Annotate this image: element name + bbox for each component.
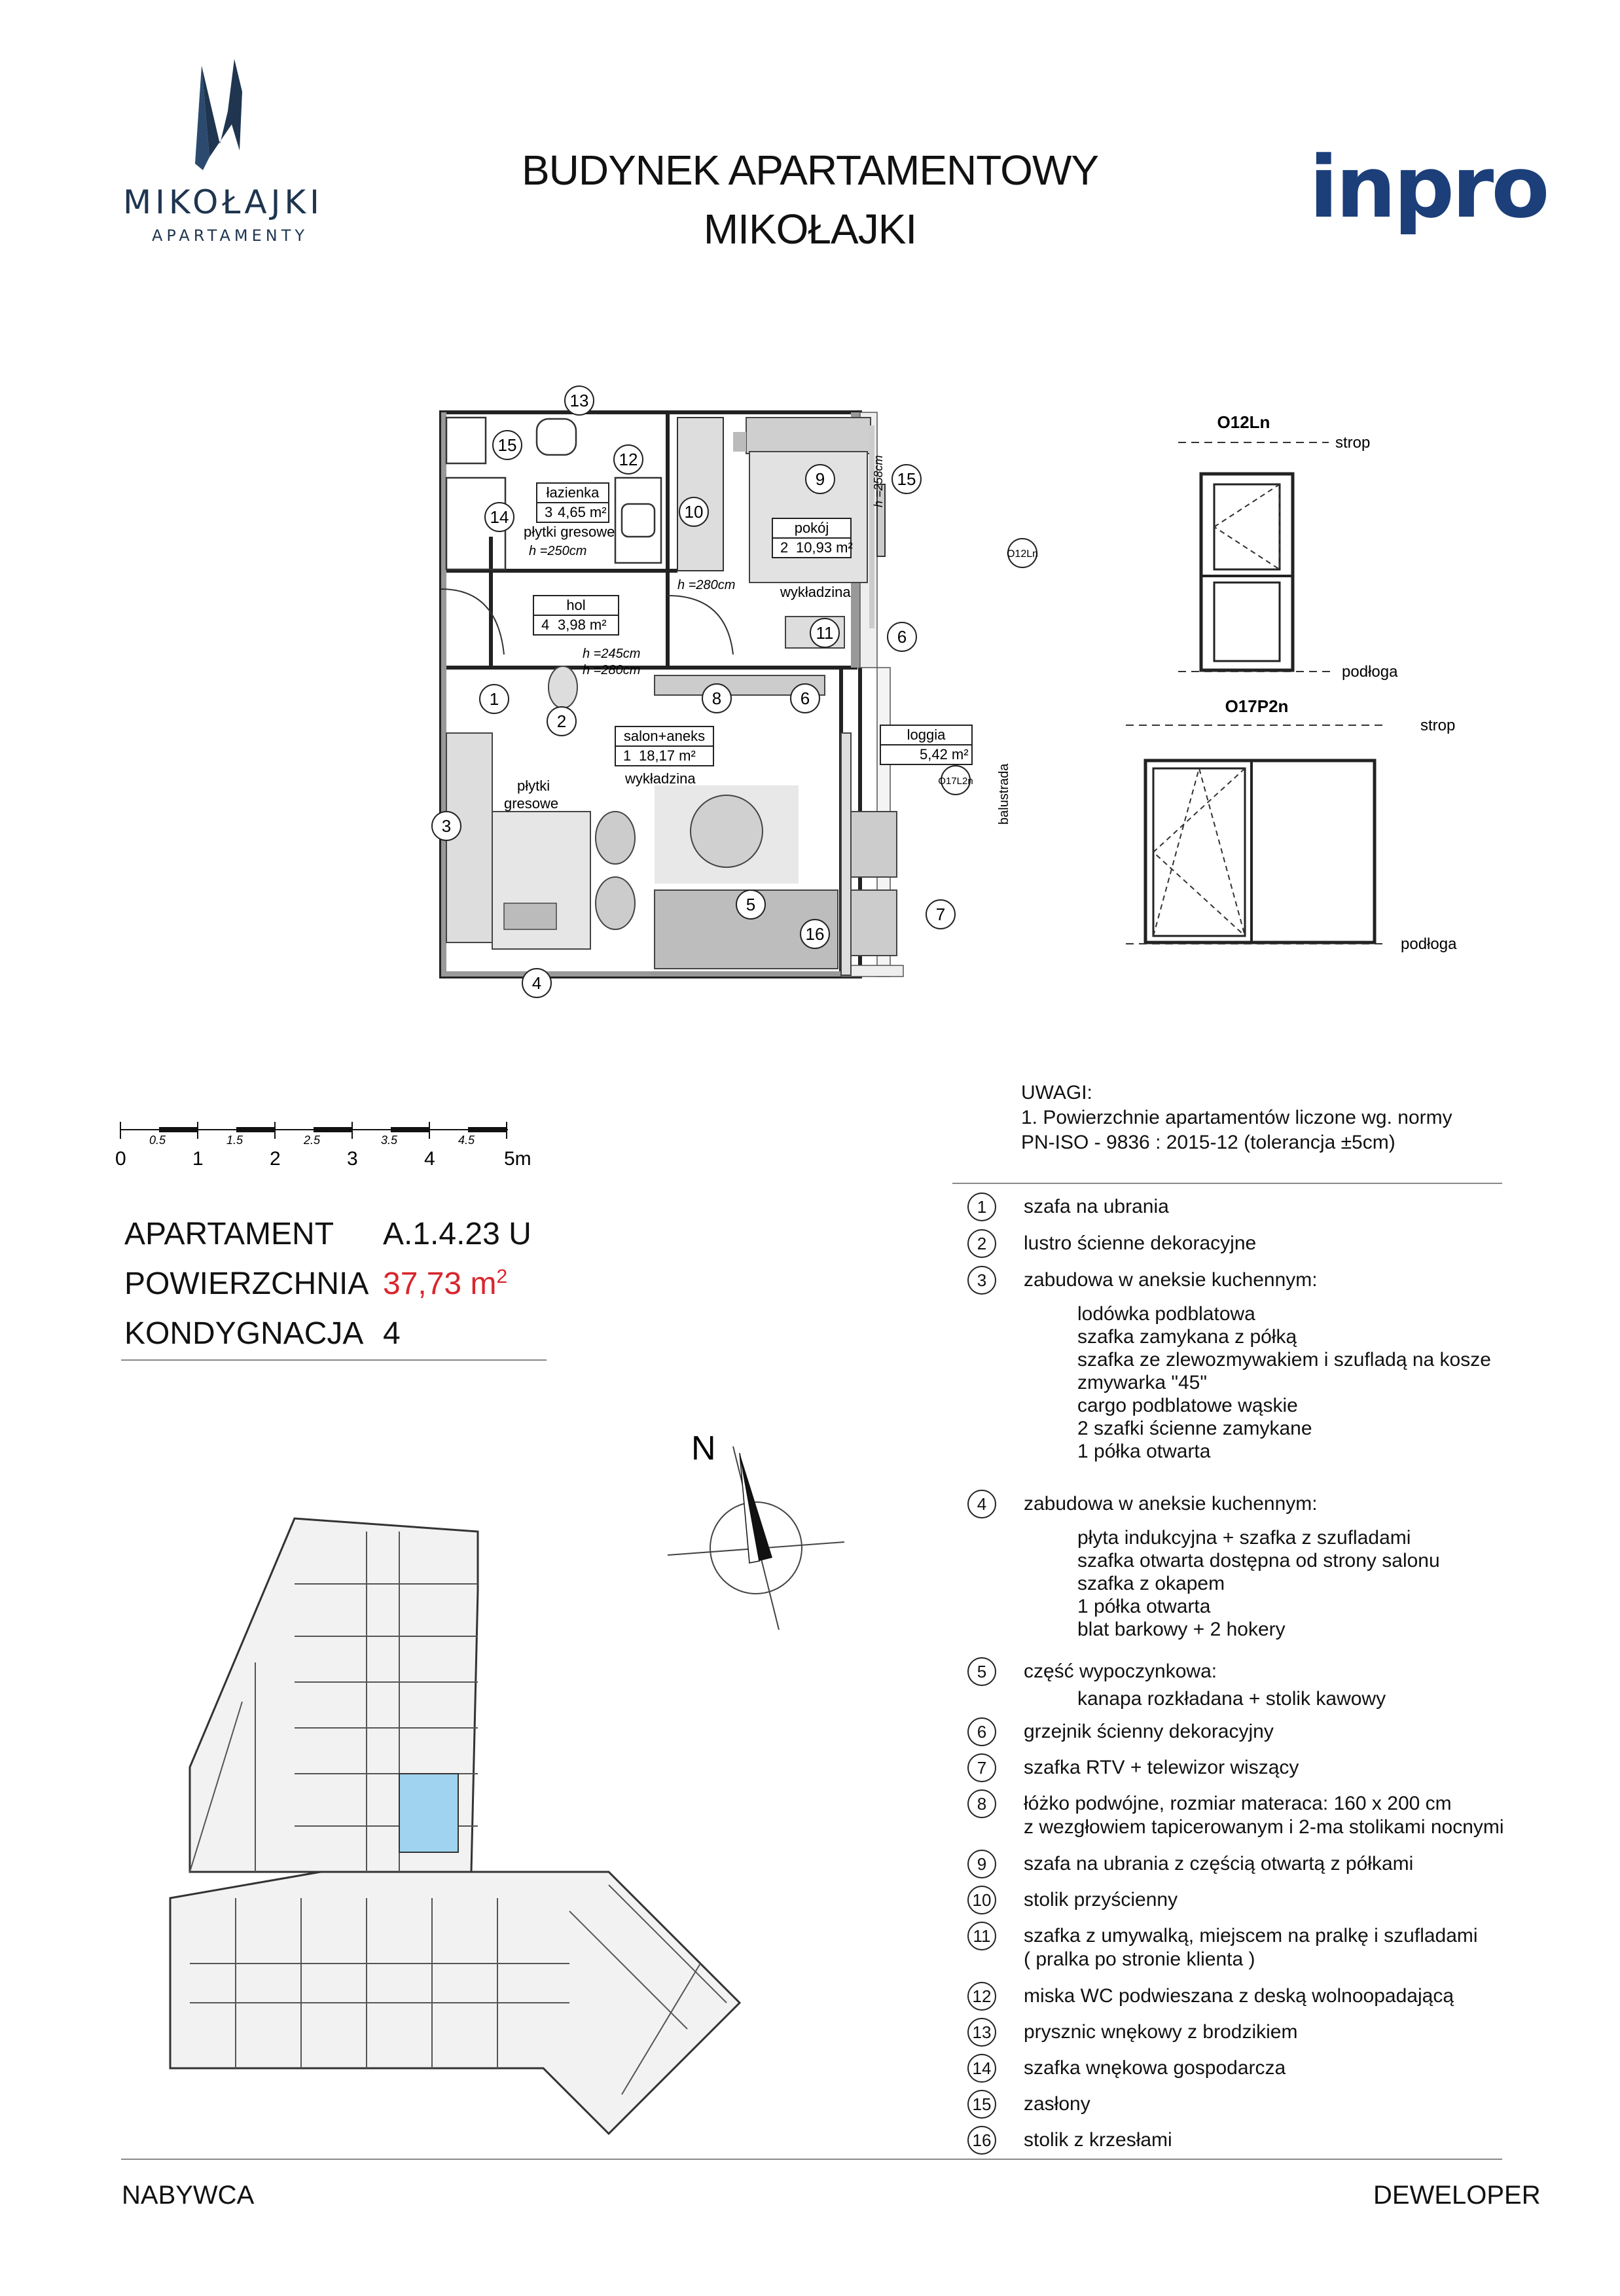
room-name-bath: łazienka xyxy=(546,484,600,501)
room-name-pokoj: pokój xyxy=(794,520,829,536)
legend-sub-3-3: zmywarka "45" xyxy=(1077,1372,1208,1393)
logo-inpro: inpro xyxy=(1309,137,1547,237)
window-elevations xyxy=(1113,406,1532,969)
window-tag-1: O12Ln xyxy=(1006,548,1039,560)
legend-sub-4-1: szafka otwarta dostępna od strony salonu xyxy=(1077,1550,1440,1571)
floor-kitchen-1: płytki xyxy=(517,778,550,794)
height-hol: h =280cm xyxy=(677,578,736,592)
legend-sub-4-3: 1 półka otwarta xyxy=(1077,1596,1211,1617)
site-plan xyxy=(151,1505,779,2160)
scale-major-3: 3 xyxy=(347,1148,358,1170)
legend-num-11: 11 xyxy=(967,1922,996,1950)
scale-minor-0: 0.5 xyxy=(149,1134,166,1147)
floor-label: KONDYGNACJA xyxy=(124,1316,364,1351)
marker-8: 9 xyxy=(815,469,825,489)
marker-12: 13 xyxy=(569,391,589,410)
room-area-pokoj: 10,93 m² xyxy=(796,539,853,556)
compass-label: N xyxy=(691,1429,716,1467)
legend-sub-4-0: płyta indukcyjna + szafka z szufladami xyxy=(1077,1527,1411,1549)
notes-divider xyxy=(952,1183,1502,1184)
window-2-bottom: podłoga xyxy=(1401,935,1457,953)
floor-salon: wykładzina xyxy=(625,770,696,787)
notes-title: UWAGI: xyxy=(1021,1082,1092,1103)
height-258: h =258cm xyxy=(872,455,885,507)
legend-sub-3-6: 1 półka otwarta xyxy=(1077,1441,1211,1462)
legend-num-13: 13 xyxy=(967,2018,996,2047)
footer-divider xyxy=(121,2159,1502,2160)
notes-line2: PN-ISO - 9836 : 2015-12 (tolerancja ±5cm) xyxy=(1021,1132,1395,1153)
room-area-bath: 4,65 m² xyxy=(558,504,607,520)
legend-sub-11-0: ( pralka po stronie klienta ) xyxy=(1024,1948,1255,1970)
legend-num-3: 3 xyxy=(967,1266,996,1295)
notes-line1: 1. Powierzchnie apartamentów liczone wg. normy xyxy=(1021,1107,1452,1128)
marker-6b: 6 xyxy=(800,689,810,708)
area-value-wrap xyxy=(383,1266,507,1302)
mirror-2 xyxy=(549,666,577,708)
legend-sub-3-2: szafka ze zlewozmywakiem i szufladą na kosze xyxy=(1077,1349,1491,1371)
height-245: h =245cm xyxy=(583,647,641,661)
scale-minor-1: 1.5 xyxy=(226,1134,243,1147)
legend-sub-3-1: szafka zamykana z półką xyxy=(1077,1326,1297,1348)
kitchen xyxy=(446,733,635,949)
legend-sub-8-0: z wezgłowiem tapicerowanym i 2-ma stolikami nocnymi xyxy=(1024,1816,1504,1838)
window-1-top: strop xyxy=(1335,434,1371,452)
window-1-title: O12Ln xyxy=(1217,412,1270,432)
marker-10: 11 xyxy=(816,623,834,643)
floor-pokoj: wykładzina xyxy=(780,584,851,600)
legend-num-14: 14 xyxy=(967,2054,996,2083)
legend-num-15: 15 xyxy=(967,2090,996,2119)
height-bath: h =250cm xyxy=(529,544,587,558)
legend-num-7: 7 xyxy=(967,1753,996,1782)
scale-major-2: 2 xyxy=(270,1148,281,1170)
apartment-label: APARTAMENT xyxy=(124,1217,334,1251)
marker-13: 14 xyxy=(490,507,509,527)
area-value: 37,73 m xyxy=(383,1266,497,1301)
scale-major-0: 0 xyxy=(115,1148,126,1170)
legend-text-4: zabudowa w aneksie kuchennym: xyxy=(1024,1493,1318,1515)
legend-num-1: 1 xyxy=(967,1193,996,1221)
room-num-salon: 1 xyxy=(623,747,632,764)
legend-sub-3-4: cargo podblatowe wąskie xyxy=(1077,1395,1298,1416)
marker-15b: 16 xyxy=(805,924,825,944)
floor-value: 4 xyxy=(383,1316,401,1351)
marker-5: 5 xyxy=(746,895,756,914)
marker-7: 8 xyxy=(711,689,722,708)
scale-minor-2: 2.5 xyxy=(304,1134,321,1147)
marker-6a: 6 xyxy=(897,627,907,647)
legend-text-11: szafka z umywalką, miejscem na pralkę i szufladami xyxy=(1024,1925,1478,1946)
legend-num-16: 16 xyxy=(967,2126,996,2155)
window-2-frame xyxy=(1145,761,1375,942)
footer-buyer: NABYWCA xyxy=(122,2181,255,2210)
marker-16: 7 xyxy=(935,905,946,924)
legend-text-3: zabudowa w aneksie kuchennym: xyxy=(1024,1269,1318,1291)
legend-text-13: prysznic wnękowy z brodzikiem xyxy=(1024,2021,1298,2043)
legend-sub-5-0: kanapa rozkładana + stolik kawowy xyxy=(1077,1688,1386,1710)
balustrade-label: balustrada xyxy=(997,763,1011,825)
legend-num-5: 5 xyxy=(967,1657,996,1686)
area-label: POWIERZCHNIA xyxy=(124,1266,369,1301)
scale-minor-3: 3.5 xyxy=(381,1134,398,1147)
legend-text-15: zasłony xyxy=(1024,2093,1090,2115)
marker-14: 15 xyxy=(497,435,517,455)
highlighted-apartment xyxy=(399,1774,458,1852)
marker-4: 4 xyxy=(531,973,542,993)
legend-num-6: 6 xyxy=(967,1717,996,1746)
marker-9: 10 xyxy=(684,502,704,522)
legend-text-8: łóżko podwójne, rozmiar materaca: 160 x 200 cm xyxy=(1024,1793,1452,1814)
room-door xyxy=(668,596,733,655)
marker-15a: 15 xyxy=(897,469,916,489)
legend-sub-4-2: szafka z okapem xyxy=(1077,1573,1225,1594)
area-sup: 2 xyxy=(496,1266,508,1287)
legend-text-2: lustro ścienne dekoracyjne xyxy=(1024,1232,1257,1254)
legend-num-9: 9 xyxy=(967,1850,996,1878)
legend-sub-3-0: lodówka podblatowa xyxy=(1077,1303,1255,1325)
window-1-frame xyxy=(1201,474,1293,670)
room-num-bath: 3 xyxy=(545,504,553,520)
legend-sub-3-5: 2 szafki ścienne zamykane xyxy=(1077,1418,1312,1439)
legend-text-10: stolik przyścienny xyxy=(1024,1889,1178,1910)
floor-plan xyxy=(419,380,1039,995)
marker-11: 12 xyxy=(619,450,638,469)
legend-num-2: 2 xyxy=(967,1229,996,1258)
scale-major-1: 1 xyxy=(192,1148,204,1170)
room-area-loggia: 5,42 m² xyxy=(920,746,969,762)
window-tag-2: O17L2n xyxy=(938,776,973,787)
legend-text-14: szafka wnękowa gospodarcza xyxy=(1024,2057,1286,2079)
scale-minor-4: 4.5 xyxy=(458,1134,475,1147)
page-title-line1: BUDYNEK APARTAMENTOWY xyxy=(521,147,1099,194)
height-280b: h =280cm xyxy=(583,663,641,677)
legend-text-5: część wypoczynkowa: xyxy=(1024,1660,1217,1682)
room-num-hol: 4 xyxy=(541,617,550,633)
legend-text-6: grzejnik ścienny dekoracyjny xyxy=(1024,1721,1274,1742)
marker-3: 3 xyxy=(441,816,452,836)
room-name-loggia: loggia xyxy=(907,726,946,743)
entry-door xyxy=(441,589,504,655)
page-title-line2: MIKOŁAJKI xyxy=(703,206,917,253)
floor-kitchen-2: gresowe xyxy=(504,795,559,812)
legend-text-7: szafka RTV + telewizor wiszący xyxy=(1024,1757,1299,1778)
legend-text-16: stolik z krzesłami xyxy=(1024,2129,1172,2151)
legend-num-8: 8 xyxy=(967,1789,996,1818)
window-2-top: strop xyxy=(1420,717,1456,734)
wardrobe-9 xyxy=(677,418,723,571)
legend-sub-4-4: blat barkowy + 2 hokery xyxy=(1077,1619,1286,1640)
legend-text-1: szafa na ubrania xyxy=(1024,1196,1169,1217)
legend-num-4: 4 xyxy=(967,1490,996,1518)
logo-subtitle: APARTAMENTY xyxy=(152,226,309,245)
room-num-pokoj: 2 xyxy=(780,539,789,556)
marker-2: 2 xyxy=(556,711,567,731)
legend-num-12: 12 xyxy=(967,1982,996,2011)
scale-major-4: 4 xyxy=(424,1148,435,1170)
scale-major-5: 5m xyxy=(504,1148,531,1170)
logo-name: MIKOŁAJKI xyxy=(123,183,323,221)
footer-developer: DEWELOPER xyxy=(1373,2181,1541,2210)
floor-bath: płytki gresowe xyxy=(524,524,615,540)
window-1-bottom: podłoga xyxy=(1342,663,1398,681)
marker-1: 1 xyxy=(489,689,499,709)
room-name-hol: hol xyxy=(566,597,586,613)
room-name-salon: salon+aneks xyxy=(623,728,706,744)
info-underline xyxy=(121,1359,547,1361)
window-2-title: O17P2n xyxy=(1225,696,1289,716)
apartment-value: A.1.4.23 U xyxy=(383,1217,531,1251)
legend-text-12: miska WC podwieszana z deską wolnoopadającą xyxy=(1024,1985,1454,2007)
scale-bar xyxy=(111,1113,543,1178)
legend-text-9: szafa na ubrania z częścią otwartą z półkami xyxy=(1024,1853,1414,1874)
legend-num-10: 10 xyxy=(967,1886,996,1914)
room-area-hol: 3,98 m² xyxy=(558,617,607,633)
room-area-salon: 18,17 m² xyxy=(639,747,696,764)
